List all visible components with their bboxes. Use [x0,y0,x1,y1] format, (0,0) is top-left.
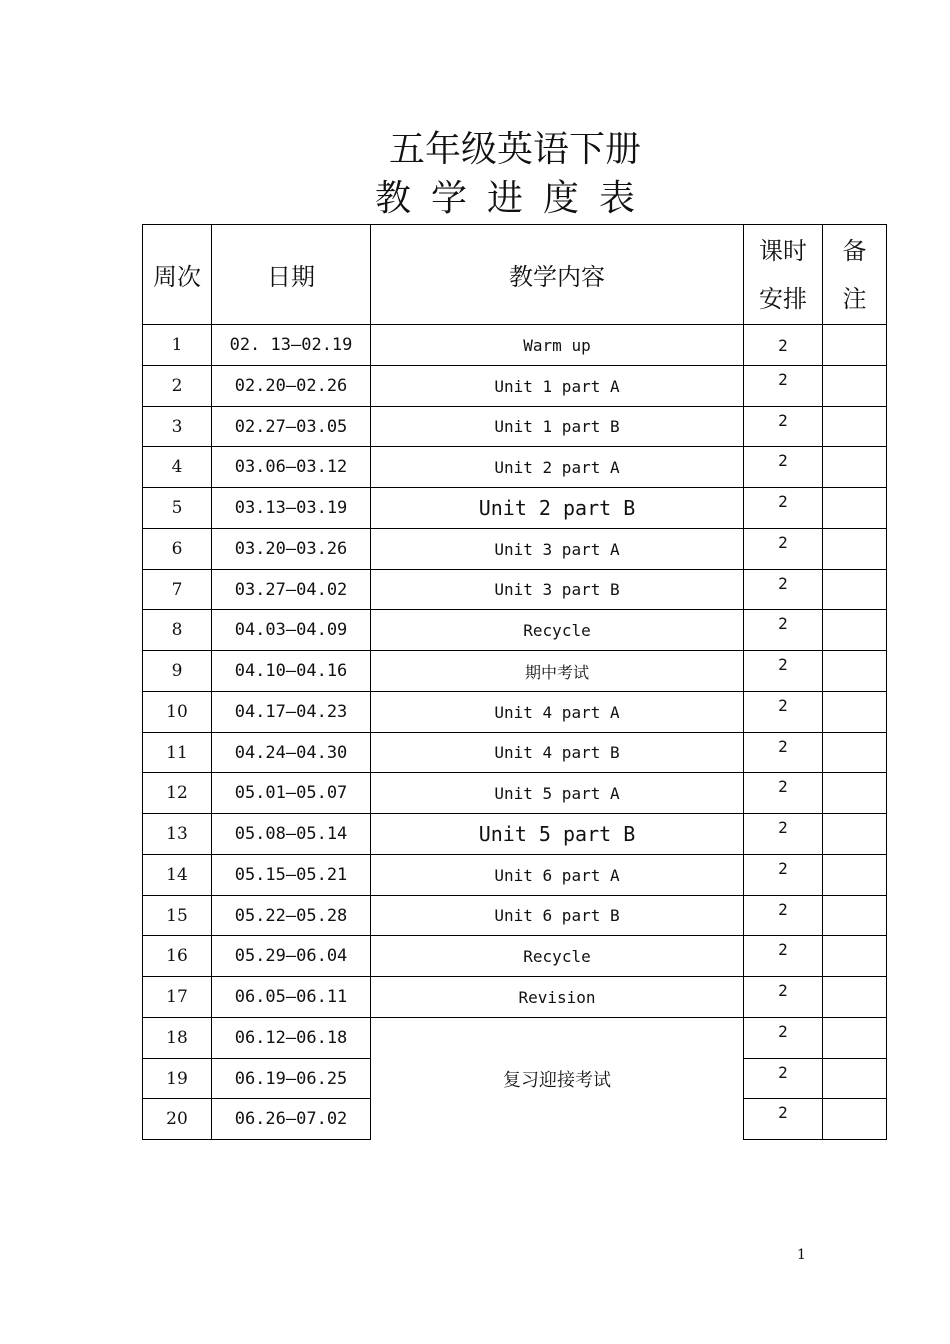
row-14-week-cell: 14 [142,854,212,896]
row-10-date-cell: 04.17—04.23 [211,691,371,733]
row-2-content-cell: Unit 1 part A [370,365,744,407]
row-17-hours-cell: 2 [743,976,823,1018]
row-3-date-cell: 02.27—03.05 [211,406,371,447]
row-20-remark-cell [822,1098,887,1140]
row-13-content-cell: Unit 5 part B [370,813,744,855]
row-13-week-cell: 13 [142,813,212,855]
row-8-week-cell: 8 [142,609,212,651]
row-16-date-cell: 05.29—06.04 [211,935,371,977]
row-16-content-cell: Recycle [370,935,744,977]
row-1-hours-cell: 2 [743,324,823,366]
row-16-remark-cell [822,935,887,977]
row-15-remark-cell [822,895,887,936]
row-9-date-cell: 04.10—04.16 [211,650,371,692]
row-5-hours-cell: 2 [743,487,823,529]
row-7-remark-cell [822,569,887,610]
row-11-remark-cell [822,732,887,773]
row-11-week-cell: 11 [142,732,212,773]
row-7-week-cell: 7 [142,569,212,610]
row-2-date-cell: 02.20—02.26 [211,365,371,407]
row-4-content-cell: Unit 2 part A [370,446,744,488]
row-20-hours-cell: 2 [743,1098,823,1140]
row-17-date-cell: 06.05—06.11 [211,976,371,1018]
row-1-content-cell: Warm up [370,324,744,366]
row-3-content-cell: Unit 1 part B [370,406,744,447]
header-hours-line2: 安排 [759,284,807,313]
row-14-hours-cell: 2 [743,854,823,896]
row-15-content-cell: Unit 6 part B [370,895,744,936]
row-11-hours-cell: 2 [743,732,823,773]
row-8-remark-cell [822,609,887,651]
row-12-week-cell: 12 [142,772,212,814]
document-title: 五年级英语下册 [388,129,641,170]
header-week: 周次 [142,224,212,325]
row-5-content-cell: Unit 2 part B [370,487,744,529]
row-17-content-cell: Revision [370,976,744,1018]
row-12-date-cell: 05.01—05.07 [211,772,371,814]
row-10-week-cell: 10 [142,691,212,733]
header-hours-line1: 课时 [759,236,807,265]
page-number: 1 [797,1247,806,1263]
row-13-hours-cell: 2 [743,813,823,855]
row-8-hours-cell: 2 [743,609,823,651]
header-remark-line1: 备 [842,236,867,265]
row-9-hours-cell: 2 [743,650,823,692]
row-18-hours-cell: 2 [743,1017,823,1059]
row-4-week-cell: 4 [142,446,212,488]
row-18-remark-cell [822,1017,887,1059]
header-date: 日期 [211,224,371,325]
row-16-hours-cell: 2 [743,935,823,977]
row-19-date-cell: 06.19—06.25 [211,1058,371,1099]
row-12-hours-cell: 2 [743,772,823,814]
row-13-date-cell: 05.08—05.14 [211,813,371,855]
row-12-content-cell: Unit 5 part A [370,772,744,814]
row-9-content-cell: 期中考试 [370,650,744,692]
row-14-remark-cell [822,854,887,896]
row-6-hours-cell: 2 [743,528,823,570]
header-hours [743,224,823,325]
row-10-content-cell: Unit 4 part A [370,691,744,733]
row-1-date-cell: 02. 13—02.19 [211,324,371,366]
row-17-week-cell: 17 [142,976,212,1018]
document-subtitle: 教学进度表 [374,178,655,219]
row-19-remark-cell [822,1058,887,1099]
row-13-remark-cell [822,813,887,855]
row-9-week-cell: 9 [142,650,212,692]
row-5-week-cell: 5 [142,487,212,529]
row-12-remark-cell [822,772,887,814]
row-4-remark-cell [822,446,887,488]
row-4-date-cell: 03.06—03.12 [211,446,371,488]
row-3-week-cell: 3 [142,406,212,447]
row-8-content-cell: Recycle [370,609,744,651]
header-content: 教学内容 [370,224,744,325]
row-18-week-cell: 18 [142,1017,212,1059]
row-2-remark-cell [822,365,887,407]
row-8-date-cell: 04.03—04.09 [211,609,371,651]
row-6-date-cell: 03.20—03.26 [211,528,371,570]
row-7-content-cell: Unit 3 part B [370,569,744,610]
row-10-remark-cell [822,691,887,733]
row-5-remark-cell [822,487,887,529]
row-17-remark-cell [822,976,887,1018]
row-1-remark-cell [822,324,887,366]
row-20-date-cell: 06.26—07.02 [211,1098,371,1140]
row-18-date-cell: 06.12—06.18 [211,1017,371,1059]
row-9-remark-cell [822,650,887,692]
row-7-hours-cell: 2 [743,569,823,610]
row-15-hours-cell: 2 [743,895,823,936]
row-11-content-cell: Unit 4 part B [370,732,744,773]
row-2-week-cell: 2 [142,365,212,407]
row-14-date-cell: 05.15—05.21 [211,854,371,896]
row-7-date-cell: 03.27—04.02 [211,569,371,610]
row-11-date-cell: 04.24—04.30 [211,732,371,773]
row-3-hours-cell: 2 [743,406,823,447]
row-10-hours-cell: 2 [743,691,823,733]
row-6-remark-cell [822,528,887,570]
row-6-content-cell: Unit 3 part A [370,528,744,570]
row-15-week-cell: 15 [142,895,212,936]
row-19-week-cell: 19 [142,1058,212,1099]
row-19-hours-cell: 2 [743,1058,823,1099]
row-2-hours-cell: 2 [743,365,823,407]
row-1-week-cell: 1 [142,324,212,366]
row-14-content-cell: Unit 6 part A [370,854,744,896]
header-remark-line2: 注 [842,284,867,313]
row-6-week-cell: 6 [142,528,212,570]
row-16-week-cell: 16 [142,935,212,977]
row-4-hours-cell: 2 [743,446,823,488]
row-15-date-cell: 05.22—05.28 [211,895,371,936]
row-5-date-cell: 03.13—03.19 [211,487,371,529]
row-3-remark-cell [822,406,887,447]
row-20-week-cell: 20 [142,1098,212,1140]
header-remark [822,224,887,325]
merged-content-cell: 复习迎接考试 [370,1017,744,1140]
